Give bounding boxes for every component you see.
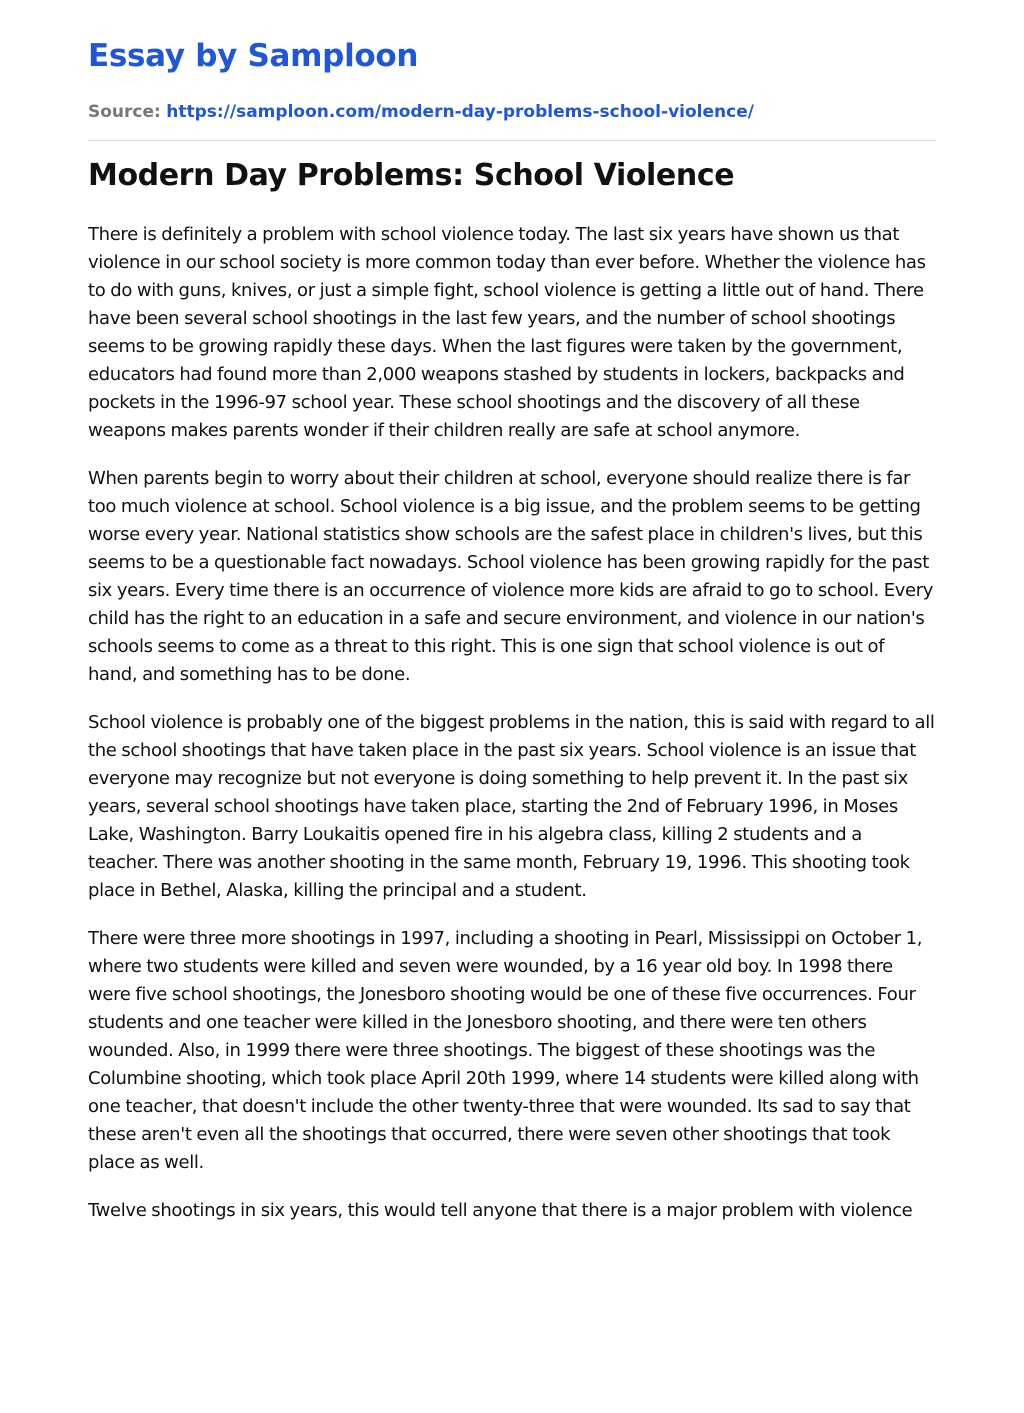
paragraph-2: When parents begin to worry about their children at school, everyone should realize there is far too much violence at school. School violence is a big issue, and the problem seems to be getting worse every year. National statistics show schools are the safest place in children's lives, but this seems to be a questionable fact nowadays. School violence has been growing rapidly for the past six years. Every time there is an occurrence of violence more kids are afraid to go to school. Every child has the right to an education in a safe and secure environment, and violence in our nation's schools seems to come as a threat to this right. This is one sign that school violence is out of hand, and something has to be done. xyxy=(88,468,934,685)
source-label: Source: xyxy=(88,102,161,122)
source-line xyxy=(88,100,936,124)
header-divider xyxy=(88,140,936,141)
article-title: Modern Day Problems: School Violence xyxy=(88,158,735,193)
brand-title: Essay by Samploon xyxy=(88,38,419,74)
paragraph-5: Twelve shootings in six years, this would tell anyone that there is a major problem with violence xyxy=(88,1200,913,1221)
paragraph-4: There were three more shootings in 1997, including a shooting in Pearl, Mississippi on October 1, where two students were killed and seven were wounded, by a 16 year old boy. In 1998 there were five school shootings, the Jonesboro shooting would be one of these five occurrences. Four students and one teacher were killed in the Jonesboro shooting, and there were ten others wounded. Also, in 1999 there were three shootings. The biggest of these shootings was the Columbine shooting, which took place April 20th 1999, where 14 students were killed along with one teacher, that doesn't include the other twenty-three that were wounded. Its sad to say that these aren't even all the shootings that occurred, there were seven other shootings that took place as well. xyxy=(88,928,923,1173)
essay-page xyxy=(88,0,936,1225)
source-link[interactable]: https://samploon.com/modern-day-problems-school-violence/ xyxy=(166,102,754,122)
article-body xyxy=(88,221,936,1225)
paragraph-3: School violence is probably one of the biggest problems in the nation, this is said with regard to all the school shootings that have taken place in the past six years. School violence is an issue that everyone may recognize but not everyone is doing something to help prevent it. In the past six years, several school shootings have taken place, starting the 2nd of February 1996, in Moses Lake, Washington. Barry Loukaitis opened fire in his algebra class, killing 2 students and a teacher. There was another shooting in the same month, February 19, 1996. This shooting took place in Bethel, Alaska, killing the principal and a student. xyxy=(88,712,935,901)
paragraph-1: There is definitely a problem with school violence today. The last six years have shown us that violence in our school society is more common today than ever before. Whether the violence has to do with guns, knives, or just a simple fight, school violence is getting a little out of hand. There have been several school shootings in the last few years, and the number of school shootings seems to be growing rapidly these days. When the last figures were taken by the government, educators had found more than 2,000 weapons stashed by students in lockers, backpacks and pockets in the 1996-97 school year. These school shootings and the discovery of all these weapons makes parents wonder if their children really are safe at school anymore. xyxy=(88,224,926,441)
